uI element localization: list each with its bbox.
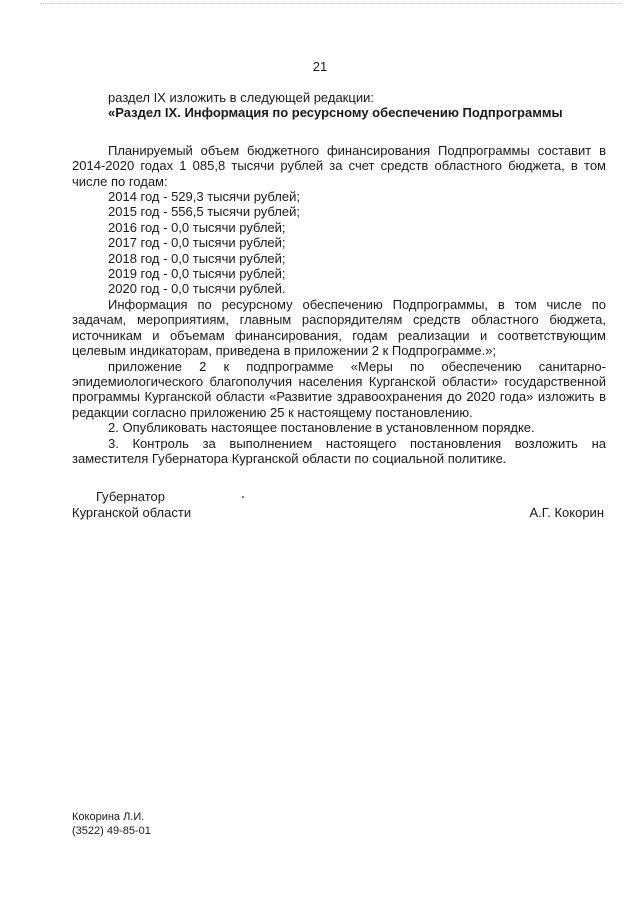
item-3: 3. Контроль за выполнением настоящего постановления возложить на заместителя Губернатора Курганской области по социальной политике. xyxy=(72,435,606,466)
signature-title-line1: Губернатор xyxy=(96,489,165,504)
info-paragraph: Информация по ресурсному обеспечению Подпрограммы, в том числе по задачам, мероприятиям, главным распорядителям средств областного бюджета, источникам и объемам финансирования, годам реализации и соответствующим целевым индикаторам, приведена в приложении 2 к Подпрограмме.»; xyxy=(72,296,606,359)
funding-paragraph: Планируемый объем бюджетного финансирования Подпрограммы составит в 2014-2020 годах 1 085,8 тысячи рублей за счет средств областного бюджета, в том числе по годам: xyxy=(72,142,606,189)
year-line-2015: 2015 год - 556,5 тысячи рублей; xyxy=(108,204,300,220)
signature-name: А.Г. Кокорин xyxy=(529,505,604,520)
executor-name: Кокорина Л.И. xyxy=(72,811,145,823)
year-line-2016: 2016 год - 0,0 тысячи рублей; xyxy=(108,219,286,235)
section-heading: «Раздел IX. Информация по ресурсному обеспечению Подпрограммы xyxy=(108,105,563,121)
appendix-paragraph: приложение 2 к подпрограмме «Меры по обеспечению санитарно-эпидемиологического благополучия населения Курганской области» государственной программы Курганской области «Развитие здравоохранения до 2020 года» изложить в редакции согласно приложению 25 к настоящему постановлению. xyxy=(72,358,606,420)
signature-title-line2: Курганской области xyxy=(72,505,192,520)
scan-speck xyxy=(242,496,244,498)
signature-title xyxy=(72,489,191,521)
year-line-2017: 2017 год - 0,0 тысячи рублей; xyxy=(108,235,286,251)
intro-line: раздел IX изложить в следующей редакции: xyxy=(108,90,374,105)
year-line-2019: 2019 год - 0,0 тысячи рублей; xyxy=(108,266,286,282)
executor-block xyxy=(72,810,151,838)
executor-phone: (3522) 49-85-01 xyxy=(72,825,151,837)
page-number: 21 xyxy=(312,59,328,74)
year-line-2020: 2020 год - 0,0 тысячи рублей. xyxy=(108,281,286,297)
year-line-2018: 2018 год - 0,0 тысячи рублей; xyxy=(108,250,286,266)
document-body xyxy=(72,90,606,466)
scan-artifact-line xyxy=(40,3,620,7)
year-line-2014: 2014 год - 529,3 тысячи рублей; xyxy=(108,189,300,205)
item-2: 2. Опубликовать настоящее постановление в установленном порядке. xyxy=(108,420,535,436)
